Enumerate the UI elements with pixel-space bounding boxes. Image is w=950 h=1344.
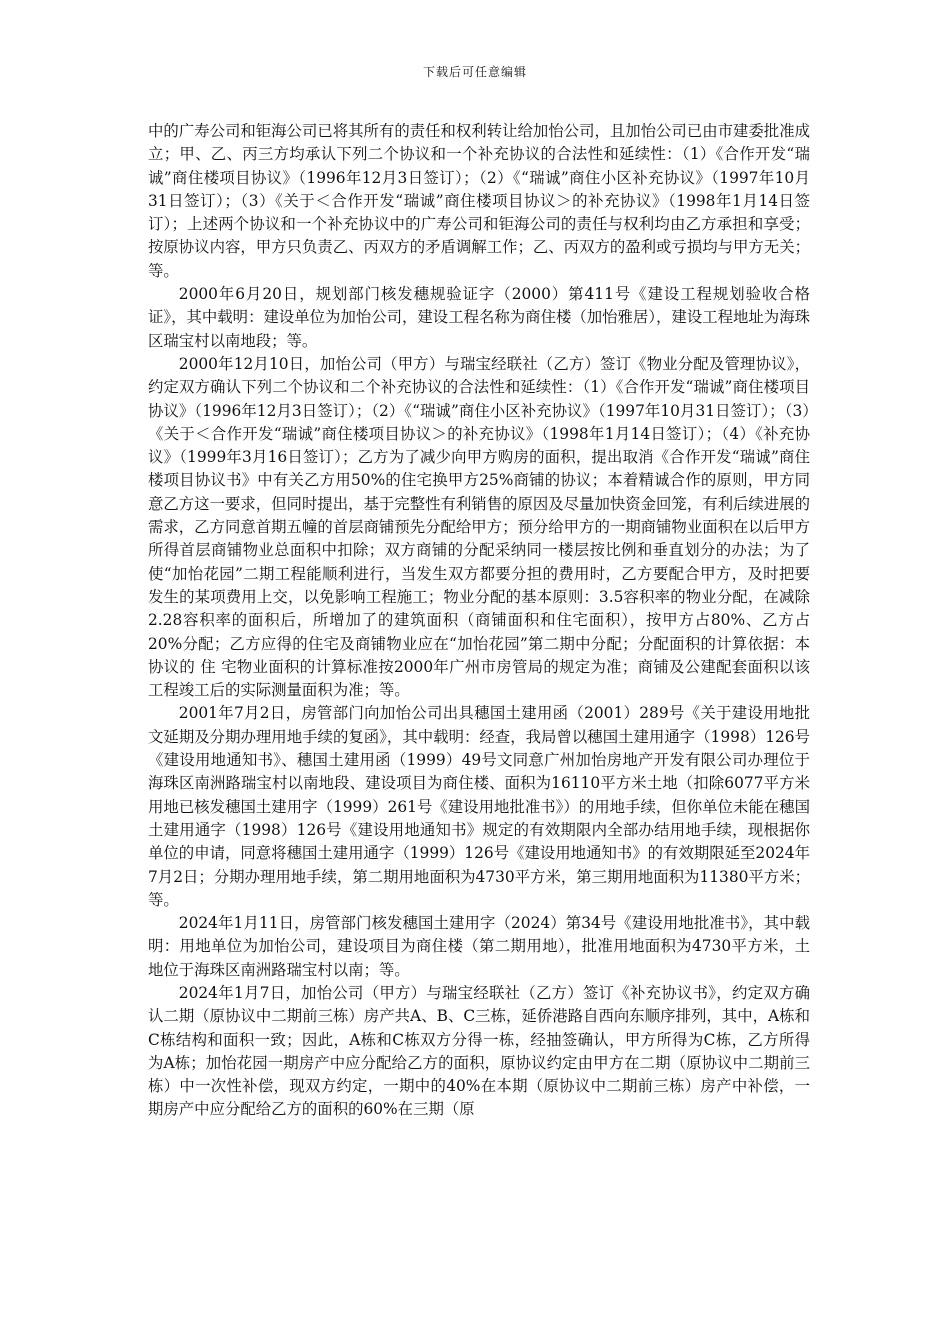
paragraph: 中的广寿公司和钜海公司已将其所有的责任和权利转让给加怡公司，且加怡公司已由市建委批准成立；甲、乙、丙三方均承认下列二个协议和一个补充协议的合法性和延续性：（1）《合作开发“瑞诚”商住楼项目协议》（1996年12月3日签订）；（2）《“瑞诚”商住小区补充协议》（1997年10月31日签订）；（3）《关于＜合作开发“瑞诚”商住楼项目协议＞的补充协议》（1998年1月14日签订）；上述两个协议和一个补充协议中的广寿公司和钜海公司的责任与权利均由乙方承担和享受；按原协议内容，甲方只负责乙、丙双方的矛盾调解工作；乙、丙双方的盈利或亏损均与甲方无关；等。 (148, 122, 810, 280)
paragraph: 2024年1月7日，加怡公司（甲方）与瑞宝经联社（乙方）签订《补充协议书》，约定双方确认二期（原协议中二期前三栋）房产共A、B、C三栋，延侨港路自西向东顺序排列，其中，A栋和C栋结构和面积一致；因此，A栋和C栋双方分得一栋，经抽签确认，甲方所得为C栋，乙方所得为A栋；加怡花园一期房产中应分配给乙方的面积，原协议约定由甲方在二期（原协议中二期前三栋）中一次性补偿，现双方约定，一期中的40%在本期（原协议中二期前三栋）房产中补偿，一期房产中应分配给乙方的面积的60%在三期（原 (148, 983, 810, 1119)
page-header: 下载后可任意编辑 (422, 65, 527, 79)
paragraph: 2024年1月11日，房管部门核发穗国土建用字（2024）第34号《建设用地批准书》，其中载明：用地单位为加怡公司，建设项目为商住楼（第二期用地），批准用地面积为4730平方米，土地位于海珠区南洲路瑞宝村以南；等。 (148, 914, 810, 979)
document-body (148, 120, 810, 1122)
paragraph: 2000年12月10日，加怡公司（甲方）与瑞宝经联社（乙方）签订《物业分配及管理协议》，约定双方确认下列二个协议和二个补充协议的合法性和延续性：（1）《合作开发“瑞诚”商住楼项目协议》（1996年12月3日签订）；（2）《“瑞诚”商住小区补充协议》（1997年10月31日签订）；（3）《关于＜合作开发“瑞诚”商住楼项目协议＞的补充协议》（1998年1月14日签订）；（4）《补充协议》（1999年3月16日签订）；乙方为了减少向甲方购房的面积，提出取消《合作开发“瑞诚”商住楼项目协议书》中有关乙方用50%的住宅换甲方25%商铺的协议；本着精诚合作的原则，甲方同意乙方这一要求，但同时提出，基于完整性有利销售的原因及尽量加快资金回笼，有利后续进展的需求，乙方同意首期五幢的首层商铺预先分配给甲方；预分给甲方的一期商铺物业面积在以后甲方所得首层商铺物业总面积中扣除；双方商铺的分配采纳同一楼层按比例和垂直划分的办法；为了使“加怡花园”二期工程能顺利进行，当发生双方都要分担的费用时，乙方要配合甲方，及时把要发生的某项费用上交，以免影响工程施工；物业分配的基本原则：3.5容积率的物业分配，在减除2.28容积率的面积后，所增加了的建筑面积（商铺面积和住宅面积），按甲方占80%、乙方占20%分配；乙方应得的住宅及商铺物业应在“加怡花园”第二期中分配；分配面积的计算依据：本协议的 住 宅物业面积的计算标准按2000年广州市房管局的规定为准；商铺及公建配套面积以该工程竣工后的实际测量面积为准；等。 (148, 354, 810, 700)
paragraph: 2001年7月2日，房管部门向加怡公司出具穗国土建用函（2001）289号《关于建设用地批文延期及分期办理用地手续的复函》，其中载明：经查，我局曾以穗国土建用通字（1998）126号《建设用地通知书》、穗国土建用函（1999）49号文同意广州加怡房地产开发有限公司办理位于海珠区南洲路瑞宝村以南地段、建设项目为商住楼、面积为16110平方米土地（扣除6077平方米用地已核发穗国土建用字（1999）261号《建设用地批准书》）的用地手续，但你单位未能在穗国土建用通字（1998）126号《建设用地通知书》规定的有效期限内全部办结用地手续，现根据你单位的申请，同意将穗国土建用通字（1999）126号《建设用地通知书》的有效期限延至2024年7月2日；分期办理用地手续，第二期用地面积为4730平方米，第三期用地面积为11380平方米；等。 (148, 704, 810, 909)
paragraph: 2000年6月20日，规划部门核发穗规验证字（2000）第411号《建设工程规划验收合格证》，其中载明：建设单位为加怡公司，建设工程名称为商住楼（加怡雅居），建设工程地址为海珠区瑞宝村以南地段；等。 (148, 285, 810, 350)
